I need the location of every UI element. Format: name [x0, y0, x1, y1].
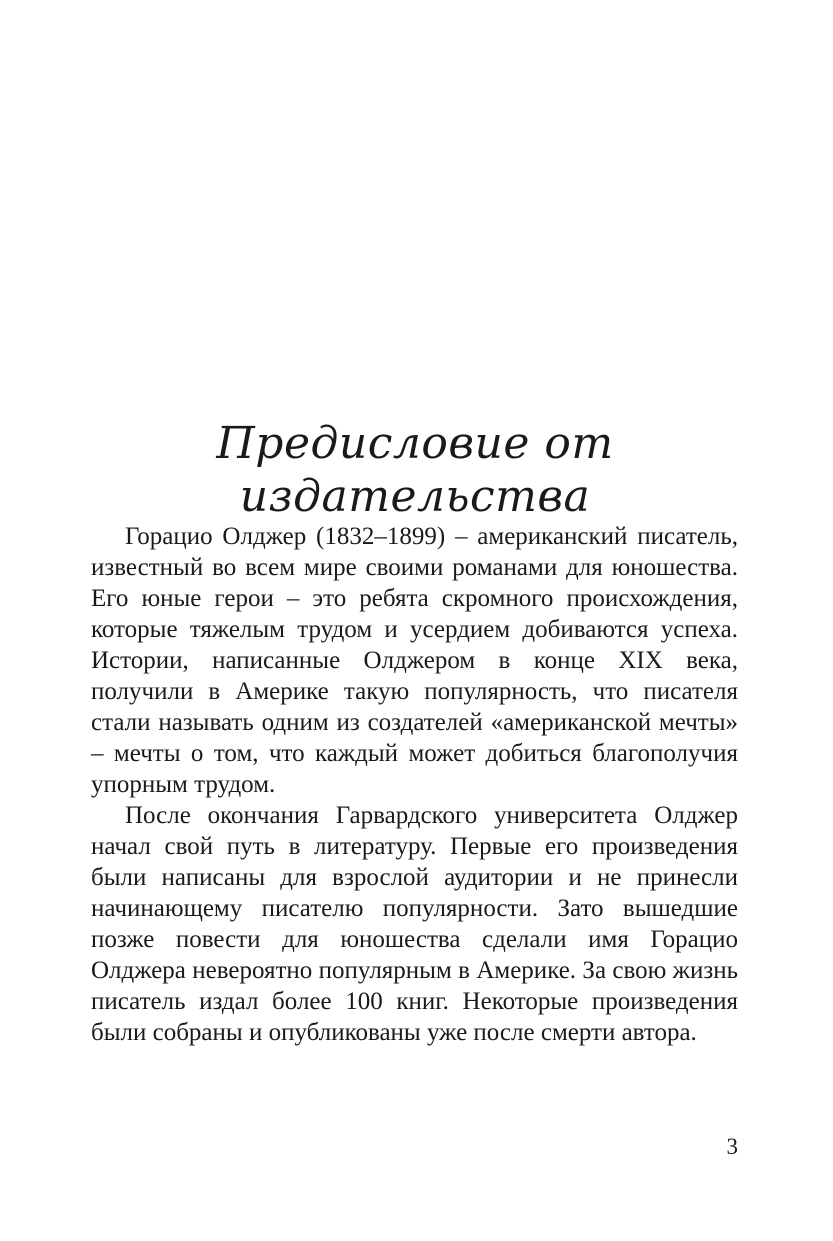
page-number: 3	[726, 1134, 738, 1159]
paragraph-2: После окончания Гарвардского университета Олджер начал свой путь в литературу. Первые его произведения были написаны для взрослой аудитории и не принесли начинающему писателю популярности. Зато вышедшие позже повести для юношества сделали имя Горацио Олджера невероятно популярным в Америке. За свою жизнь писатель издал более 100 книг. Некоторые произведения были собраны и опубликованы уже после смерти автора.	[91, 802, 738, 1046]
preface-body	[91, 521, 738, 1048]
paragraph-1: Горацио Олджер (1832–1899) – американский писатель, известный во всем мире своими романами для юношества. Его юные герои – это ребята скромного происхождения, которые тяжелым трудом и усердием добиваются успеха. Истории, написанные Олджером в конце XIX века, получили в Америке такую популярность, что писателя стали называть одним из создателей «американской мечты» – мечты о том, что каждый может добиться благополучия упорным трудом.	[91, 523, 738, 798]
page-title: Предисловие от издательства	[216, 418, 614, 522]
